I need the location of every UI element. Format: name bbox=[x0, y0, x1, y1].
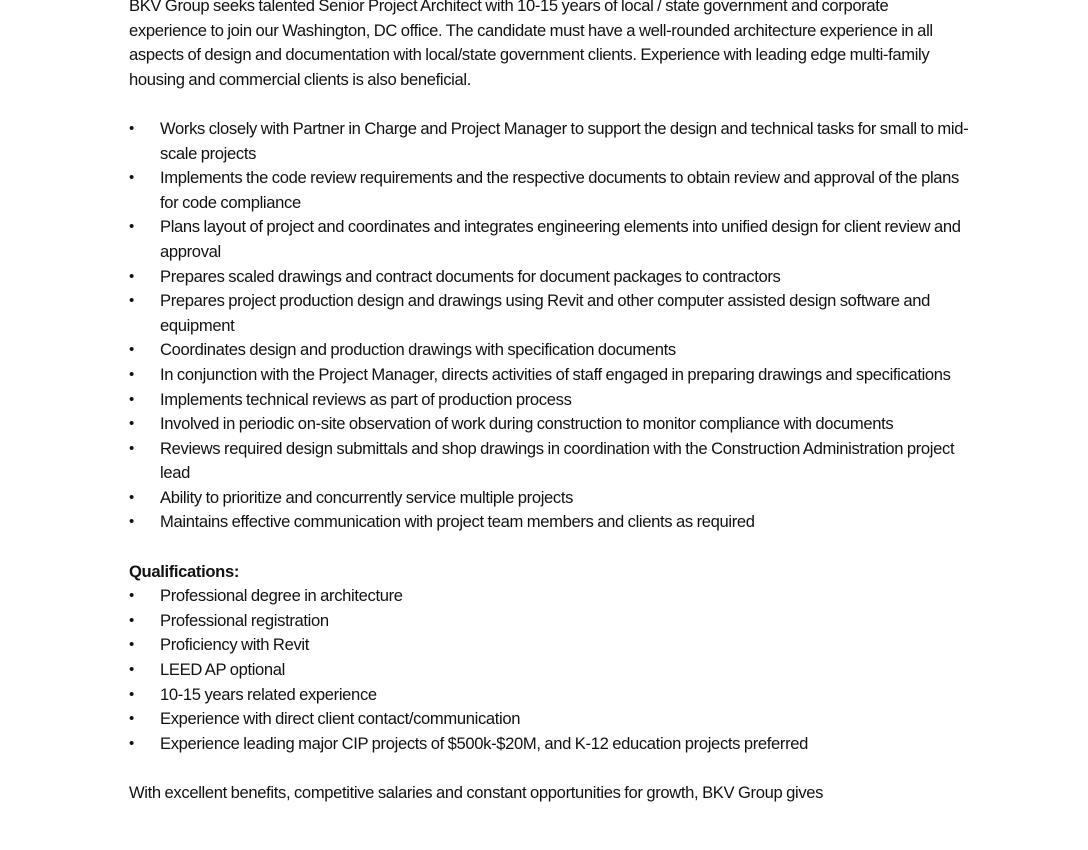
list-item bbox=[129, 609, 969, 634]
intro-section bbox=[129, 0, 969, 92]
list-item bbox=[129, 166, 969, 215]
list-item-text: Prepares scaled drawings and contract documents for document packages to contractors bbox=[160, 266, 781, 286]
bullet-icon: • bbox=[129, 415, 134, 433]
list-item-text: Professional registration bbox=[160, 610, 329, 630]
list-item bbox=[129, 388, 969, 413]
responsibilities-list bbox=[129, 117, 969, 535]
list-item bbox=[129, 437, 969, 486]
bullet-icon: • bbox=[129, 710, 134, 728]
closing-paragraph: With excellent benefits, competitive salaries and constant opportunities for growth, BKV Group gives bbox=[129, 783, 824, 802]
bullet-icon: • bbox=[129, 390, 134, 408]
list-item-text: Experience leading major CIP projects of $500k-$20M, and K-12 education projects preferred bbox=[160, 733, 809, 753]
list-item-text: Prepares project production design and drawings using Revit and other computer assisted design software and equipment bbox=[160, 291, 931, 335]
bullet-icon: • bbox=[129, 685, 134, 703]
list-item bbox=[129, 486, 969, 511]
bullet-icon: • bbox=[129, 488, 134, 506]
list-item bbox=[129, 732, 969, 757]
bullet-icon: • bbox=[129, 365, 134, 383]
list-item bbox=[129, 707, 969, 732]
bullet-icon: • bbox=[129, 587, 134, 605]
qualifications-list bbox=[129, 584, 969, 756]
bullet-icon: • bbox=[129, 341, 134, 359]
bullet-icon: • bbox=[129, 119, 134, 137]
list-item-text: Professional degree in architecture bbox=[160, 586, 403, 606]
list-item bbox=[129, 363, 969, 388]
list-item bbox=[129, 289, 969, 338]
bullet-icon: • bbox=[129, 611, 134, 629]
list-item-text: Involved in periodic on-site observation of work during construction to monitor compliance with documents bbox=[160, 414, 894, 434]
qualifications-heading: Qualifications: bbox=[129, 561, 239, 581]
list-item bbox=[129, 510, 969, 535]
spacer bbox=[129, 756, 969, 781]
list-item bbox=[129, 265, 969, 290]
list-item bbox=[129, 412, 969, 437]
list-item-text: Maintains effective communication with project team members and clients as required bbox=[160, 512, 755, 532]
list-item-text: Works closely with Partner in Charge and Project Manager to support the design and technical tasks for small to mid-scale projects bbox=[160, 118, 969, 163]
list-item-text: Ability to prioritize and concurrently service multiple projects bbox=[160, 487, 574, 507]
list-item-text: Proficiency with Revit bbox=[160, 635, 309, 655]
bullet-icon: • bbox=[129, 734, 134, 752]
list-item bbox=[129, 338, 969, 363]
list-item-text: Coordinates design and production drawings with specification documents bbox=[160, 340, 676, 360]
list-item-text: Experience with direct client contact/communication bbox=[160, 709, 521, 729]
list-item bbox=[129, 683, 969, 708]
list-item bbox=[129, 117, 969, 166]
bullet-icon: • bbox=[129, 267, 134, 285]
list-item-text: Plans layout of project and coordinates and integrates engineering elements into unified design for client review and approval bbox=[160, 217, 961, 261]
spacer bbox=[129, 92, 969, 117]
intro-paragraph: BKV Group seeks talented Senior Project Architect with 10-15 years of local / state government and corporate experience to join our Washington, DC office. The candidate must have a well-rounded architecture experience in all aspects of design and documentation with local/state government clients. Experience with leading edge multi-family housing and commercial clients is also beneficial. bbox=[129, 0, 933, 89]
list-item-text: Reviews required design submittals and shop drawings in coordination with the Construction Administration project lead bbox=[160, 438, 955, 483]
bullet-icon: • bbox=[129, 292, 134, 310]
list-item bbox=[129, 215, 969, 264]
list-item-text: LEED AP optional bbox=[160, 660, 286, 680]
list-item-text: In conjunction with the Project Manager, directs activities of staff engaged in preparing drawings and specifications bbox=[160, 364, 951, 384]
list-item-text: Implements the code review requirements and the respective documents to obtain review and approval of the plans for code compliance bbox=[160, 168, 959, 212]
bullet-icon: • bbox=[129, 218, 134, 236]
list-item bbox=[129, 633, 969, 658]
list-item bbox=[129, 584, 969, 609]
bullet-icon: • bbox=[129, 513, 134, 531]
bullet-icon: • bbox=[129, 661, 134, 679]
document-page bbox=[129, 0, 969, 806]
list-item-text: 10-15 years related experience bbox=[160, 684, 377, 704]
list-item bbox=[129, 658, 969, 683]
bullet-icon: • bbox=[129, 169, 134, 187]
list-item-text: Implements technical reviews as part of production process bbox=[160, 389, 572, 409]
bullet-icon: • bbox=[129, 636, 134, 654]
spacer bbox=[129, 535, 969, 560]
bullet-icon: • bbox=[129, 439, 134, 457]
